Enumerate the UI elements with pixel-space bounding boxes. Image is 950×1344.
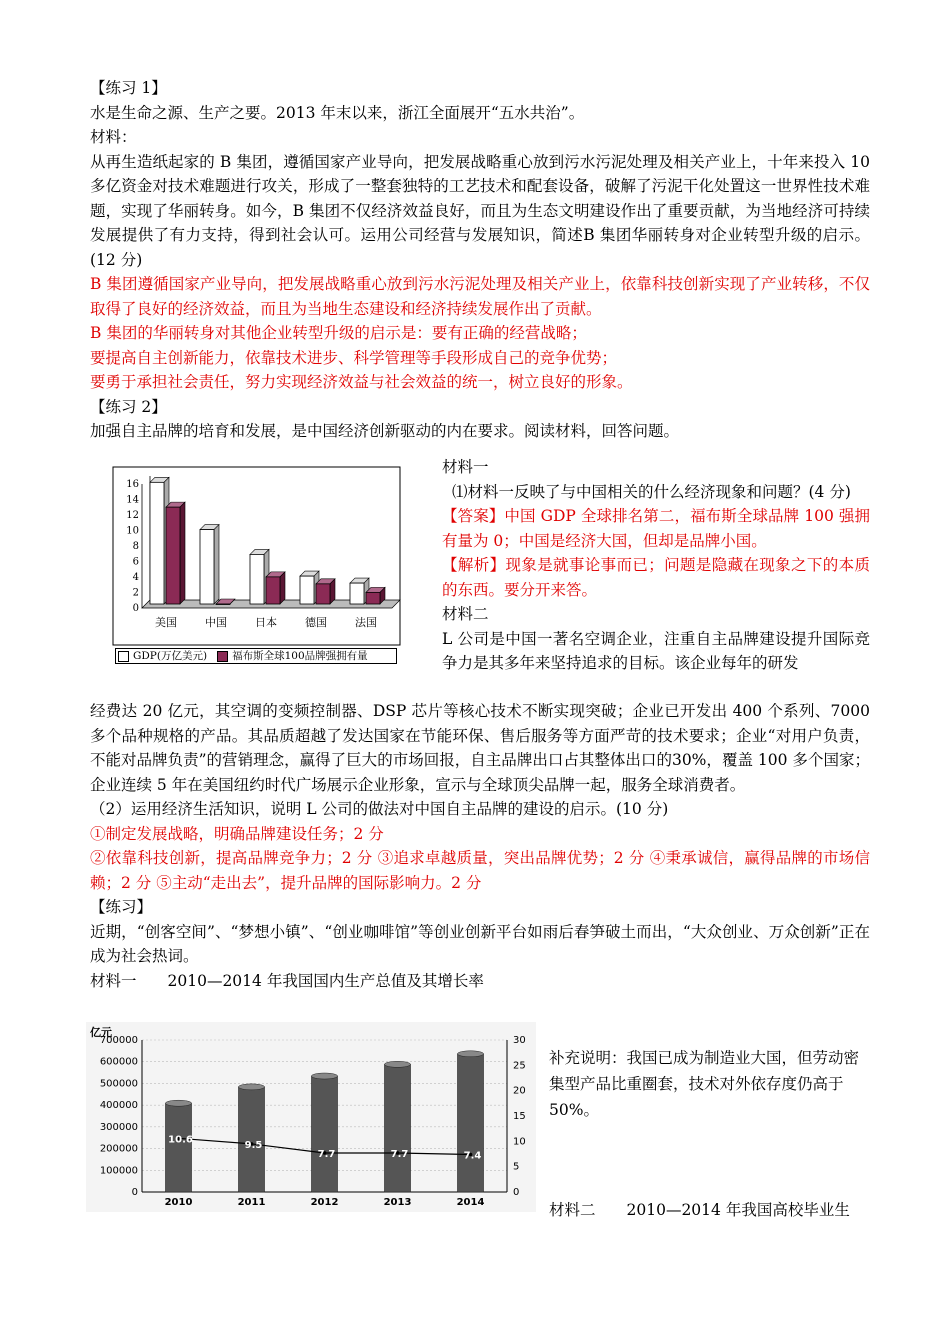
chart1-legend	[115, 648, 397, 664]
chart1-bar	[250, 554, 264, 604]
ex2-q1: ⑴材料一反映了与中国相关的什么经济现象和问题？(4 分)	[452, 482, 851, 501]
chart1-bar	[366, 592, 380, 604]
chart2-bar-cap	[458, 1051, 484, 1057]
chart2-xtick-label: 2010	[164, 1197, 193, 1208]
legend-swatch-gdp	[118, 651, 129, 662]
chart2-growth-label: 10.6	[168, 1134, 193, 1146]
chart1-bar	[216, 604, 230, 605]
chart2-ytick-label: 0	[131, 1187, 138, 1198]
chart2-ytick-label: 700000	[99, 1035, 138, 1046]
ex2-m2-rest: 经费达 20 亿元，其空调的变频控制器、DSP 芯片等核心技术不断实现突破；企业已开发出 400 个系列、7000 多个品种规格的产品。其品质超越了发达国家在节能环保、售后服务等方面严苛的技术要求；企业“对用户负责，不能对品牌负责”的营销理念，赢得了巨大的市场回报，自主品牌出口占其整体出口的30%，覆盖 100 多个国家；企业连续 5 年在美国纽约时代广场展示企业形象，宣示与全球顶尖品牌一起，服务全球消费者。	[90, 702, 870, 794]
chart1-bar	[266, 577, 280, 604]
chart1-ytick-label: 14	[126, 494, 139, 506]
ex2-a2-2: ②依靠科技创新，提高品牌竞争力；2 分 ③追求卓越质量，突出品牌优势；2 分 ④秉承诚信，赢得品牌的市场信赖；2 分 ⑤主动“走出去”，提升品牌的国际影响力。2 分	[90, 849, 870, 892]
chart1-xtick-label: 日本	[255, 616, 277, 629]
ex2-a2-1: ①制定发展战略，明确品牌建设任务；2 分	[90, 824, 384, 843]
chart1-ytick-label: 0	[132, 603, 139, 614]
chart-gdp-growth	[86, 1022, 536, 1212]
ex2-m1-label: 材料一	[442, 458, 489, 476]
chart2-y2tick-label: 20	[513, 1085, 526, 1097]
chart1-xtick-label: 德国	[305, 616, 327, 629]
ex2-a1: 【答案】中国 GDP 全球排名第二，福布斯全球品牌 100 强拥有量为 0；中国是经济大国，但却是品牌小国。	[442, 507, 870, 550]
chart2-ytick-label: 500000	[99, 1078, 138, 1090]
legend-label-gdp: GDP(万亿美元)	[133, 650, 208, 662]
chart2-ytick-label: 100000	[99, 1165, 138, 1177]
chart1-ytick-label: 2	[132, 587, 139, 599]
chart1-bar	[350, 583, 364, 604]
chart2-y2tick-label: 30	[513, 1035, 526, 1046]
ex2-q2: （2）运用经济生活知识，说明 L 公司的做法对中国自主品牌的建设的启示。(10 分)	[90, 800, 669, 818]
chart2-bar	[312, 1076, 338, 1192]
ex2-m2-label: 材料二	[442, 605, 489, 623]
chart1-bar-side	[214, 525, 219, 604]
chart1-ytick-label: 6	[132, 556, 139, 568]
ex3-m2-caption: 材料二 2010—2014 年我国高校毕业生	[549, 1201, 850, 1219]
chart2-xtick-label: 2013	[383, 1197, 412, 1208]
ex2-continuation	[90, 699, 870, 993]
chart1-bar-side	[280, 572, 285, 604]
chart2-bar	[458, 1054, 484, 1192]
chart2-growth-label: 7.4	[463, 1150, 482, 1162]
chart2-growth-label: 9.5	[244, 1139, 263, 1151]
ex3-note: 补充说明：我国已成为制造业大国，但劳动密集型产品比重圈套，技术对外依存度仍高于 50%。	[549, 1049, 860, 1119]
chart1-bar	[200, 530, 214, 604]
chart1-xtick-label: 中国	[205, 616, 227, 629]
legend-label-brands: 福布斯全球100品牌强拥有量	[232, 650, 368, 662]
chart2-ytick-label: 600000	[99, 1056, 138, 1068]
ex1-intro: 水是生命之源、生产之要。2013 年末以来，浙江全面展开“五水共治”。	[90, 103, 585, 122]
ex2-right-column	[442, 455, 870, 676]
ex1-material: 从再生造纸起家的 B 集团，遵循国家产业导向，把发展战略重心放到污水污泥处理及相关产业上，十年来投入 10 多亿资金对技术难题进行攻关，形成了一整套独特的工艺技术和配套设备，破解了污泥干化处置这一世界性技术难题，实现了华丽转身。如今，B 集团不仅经济效益良好，而且为生态文明建设作出了重要贡献，为当地经济可持续发展提供了有力支持，得到社会认可。运用公司经营与发展知识，简述B 集团华丽转身对企业转型升级的启示。(12 分)	[90, 152, 870, 269]
chart2-bar-cap	[239, 1084, 265, 1090]
chart2-growth-label: 7.7	[390, 1148, 409, 1160]
chart2-ytick-label: 200000	[99, 1143, 138, 1155]
chart1-xtick-label: 美国	[155, 616, 177, 629]
ex1-answer-2: B 集团的华丽转身对其他企业转型升级的启示是：要有正确的经营战略；	[90, 324, 587, 342]
ex2-m2-first: L 公司是中国一著名空调企业，注重自主品牌建设提升国际竞争力是其多年来坚持追求的目标。该企业每年的研发	[442, 629, 870, 672]
chart2-ytick-label: 300000	[99, 1121, 138, 1133]
chart1-bar	[300, 576, 314, 604]
chart2-xtick-label: 2011	[237, 1197, 266, 1208]
ex1-answer-4: 要勇于承担社会责任，努力实现经济效益与社会效益的统一，树立良好的形象。	[90, 373, 633, 391]
ex2-intro: 加强自主品牌的培育和发展，是中国经济创新驱动的内在要求。阅读材料，回答问题。	[90, 422, 680, 440]
chart1-bar	[316, 584, 330, 604]
ex2-title: 【练习 2】	[90, 397, 167, 416]
chart-gdp-brands	[112, 466, 402, 648]
ex1-answer-3: 要提高自主创新能力，依靠技术进步、科学管理等手段形成自己的竞争优势；	[90, 348, 618, 367]
chart1-bar-side	[180, 502, 185, 604]
chart2-xtick-label: 2014	[456, 1197, 485, 1208]
ex1-answer-1: B 集团遵循国家产业导向，把发展战略重心放到污水污泥处理及相关产业上，依靠科技创新实现了产业转移，不仅取得了良好的经济效益，而且为当地生态建设和经济持续发展作出了贡献。	[90, 275, 870, 318]
chart1-bar	[166, 507, 180, 604]
legend-swatch-brands	[217, 651, 228, 662]
chart1-bar	[150, 482, 164, 604]
chart2-bar-cap	[385, 1061, 411, 1067]
chart2-y2tick-label: 5	[513, 1161, 520, 1173]
chart1-xtick-label: 法国	[355, 616, 377, 629]
ex3-intro: 近期，“创客空间”、“梦想小镇”、“创业咖啡馆”等创业创新平台如雨后春笋破土而出，“大众创业、万众创新”正在成为社会热词。	[90, 922, 870, 965]
ex3-title: 【练习】	[90, 898, 153, 916]
ex3-m1-caption: 材料一 2010—2014 年我国国内生产总值及其增长率	[90, 971, 484, 990]
chart1-ytick-label: 8	[132, 541, 139, 552]
chart2-y2tick-label: 0	[513, 1187, 520, 1198]
chart2-growth-label: 7.7	[317, 1148, 336, 1160]
chart2-bar	[385, 1064, 411, 1192]
chart2-ylabel: 亿元	[90, 1026, 112, 1039]
chart2-ytick-label: 400000	[99, 1100, 138, 1112]
chart2-bar	[166, 1103, 192, 1192]
chart2-y2tick-label: 15	[513, 1111, 526, 1122]
chart1-ytick-label: 10	[126, 525, 139, 537]
ex2-j1: 【解析】现象是就事论事而已；问题是隐藏在现象之下的本质的东西。要分开来答。	[442, 556, 870, 599]
chart1-ytick-label: 16	[126, 479, 139, 490]
chart2-bar-cap	[166, 1100, 192, 1106]
chart1-ytick-label: 12	[126, 510, 139, 521]
chart2-y2tick-label: 10	[513, 1136, 526, 1148]
chart2-bar-cap	[312, 1073, 338, 1079]
chart2-y2tick-label: 25	[513, 1060, 526, 1072]
document-body	[90, 76, 870, 444]
ex1-material-label: 材料：	[90, 128, 137, 146]
chart1-ytick-label: 4	[132, 572, 139, 583]
chart2-xtick-label: 2012	[310, 1197, 339, 1208]
ex1-title: 【练习 1】	[90, 79, 167, 97]
